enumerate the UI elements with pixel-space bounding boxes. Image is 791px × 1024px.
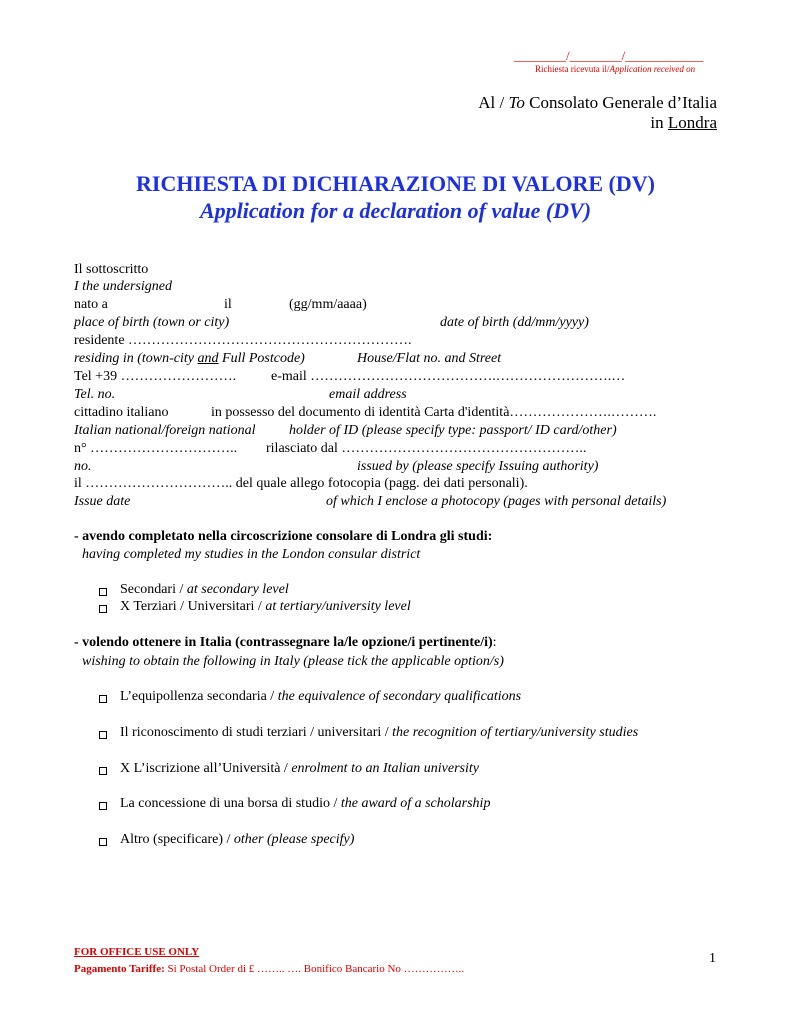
option-scholarship-it: La concessione di una borsa di studio / bbox=[120, 796, 341, 811]
studies-heading: - avendo completato nella circoscrizione consolare di Londra gli studi: bbox=[74, 529, 493, 544]
option-secondary bbox=[120, 582, 289, 598]
issued-by-label-en: issued by (please specify Issuing authority) bbox=[357, 459, 599, 474]
tertiary-checkbox[interactable] bbox=[99, 605, 107, 613]
obtain-heading-text: - volendo ottenere in Italia (contrassegnare la/le opzione/i pertinente/i) bbox=[74, 635, 493, 650]
citizenship-label: cittadino italiano bbox=[74, 405, 169, 420]
option-equivalence-it: L’equipollenza secondaria / bbox=[120, 689, 278, 704]
option-recognition bbox=[120, 725, 638, 741]
undersigned-label-en: I the undersigned bbox=[74, 279, 172, 294]
option-scholarship-en: the award of a scholarship bbox=[340, 796, 491, 811]
address-line-1 bbox=[478, 93, 717, 113]
option-recognition-it: Il riconoscimento di studi terziari / universitari / bbox=[120, 725, 393, 740]
enrolment-checkbox[interactable] bbox=[99, 767, 107, 775]
page-number: 1 bbox=[709, 951, 716, 966]
option-tertiary-it: X Terziari / Universitari / bbox=[120, 599, 266, 614]
fees-label: Pagamento Tariffe: bbox=[74, 963, 165, 975]
option-equivalence-en: the equivalence of secondary qualifications bbox=[277, 689, 522, 704]
option-other-it: Altro (specificare) / bbox=[120, 832, 234, 847]
birthdate-format: (gg/mm/aaaa) bbox=[289, 297, 367, 312]
equivalence-checkbox[interactable] bbox=[99, 695, 107, 703]
received-caption-it: Richiesta ricevuta il/ bbox=[535, 64, 610, 74]
option-other-en: other (please specify) bbox=[233, 832, 355, 847]
id-document-field[interactable]: in possesso del documento di identità Carta d'identità………………….………. bbox=[211, 405, 657, 420]
address-al: Al / bbox=[478, 93, 509, 112]
address-line-2 bbox=[650, 113, 717, 133]
address-in: in bbox=[650, 113, 668, 132]
received-caption-en: Application received on bbox=[609, 64, 696, 74]
received-date-line[interactable]: ________/________/____________ bbox=[514, 48, 704, 63]
issue-date-field[interactable]: il ………………………….. del quale allego fotocopia (pagg. dei dati personali). bbox=[74, 476, 528, 491]
recognition-checkbox[interactable] bbox=[99, 731, 107, 739]
issued-by-field[interactable]: rilasciato dal …………………………………………….. bbox=[266, 441, 587, 456]
received-caption bbox=[535, 64, 695, 74]
residence-en-part1: residing in (town-city bbox=[74, 351, 198, 366]
birthplace-label: nato a bbox=[74, 297, 108, 312]
birthplace-label-en: place of birth (town or city) bbox=[74, 315, 230, 330]
office-use-title: FOR OFFICE USE ONLY bbox=[74, 946, 200, 958]
email-label-en: email address bbox=[329, 387, 407, 402]
residence-field[interactable]: residente ……………………………………………………. bbox=[74, 333, 412, 348]
option-tertiary-en: at tertiary/university level bbox=[265, 599, 411, 614]
option-enrolment-en: enrolment to an Italian university bbox=[291, 761, 480, 776]
option-secondary-en: at secondary level bbox=[186, 582, 289, 597]
option-enrolment-it: X L’iscrizione all’Università / bbox=[120, 761, 292, 776]
option-scholarship bbox=[120, 796, 490, 812]
email-field[interactable]: e-mail ………………………………….…………………….… bbox=[271, 369, 626, 384]
birthdate-label-en: date of birth (dd/mm/yyyy) bbox=[440, 315, 589, 330]
page-title-en: Application for a declaration of value (DV) bbox=[199, 198, 592, 223]
telephone-field[interactable]: Tel +39 ……………………. bbox=[74, 369, 237, 384]
issue-date-label-en: Issue date bbox=[74, 494, 131, 509]
option-recognition-en: the recognition of tertiary/university studies bbox=[392, 725, 639, 740]
citizenship-label-en: Italian national/foreign national bbox=[74, 423, 256, 438]
option-secondary-it: Secondari / bbox=[120, 582, 187, 597]
residence-en-part2: Full Postcode) bbox=[218, 351, 305, 366]
birthdate-il-label: il bbox=[224, 297, 232, 312]
secondary-checkbox[interactable] bbox=[99, 588, 107, 596]
other-checkbox[interactable] bbox=[99, 838, 107, 846]
id-number-label-en: no. bbox=[74, 459, 92, 474]
fees-details: Si Postal Order di £ …….. …. Bonifico Bancario No …………….. bbox=[164, 963, 465, 975]
obtain-heading-en: wishing to obtain the following in Italy (please tick the applicable option/s) bbox=[82, 654, 504, 669]
undersigned-label: Il sottoscritto bbox=[74, 262, 149, 277]
option-tertiary bbox=[120, 599, 411, 615]
studies-heading-en: having completed my studies in the London consular district bbox=[82, 547, 421, 562]
house-label-en: House/Flat no. and Street bbox=[357, 351, 502, 366]
option-equivalence bbox=[120, 689, 521, 705]
telephone-label-en: Tel. no. bbox=[74, 387, 116, 402]
address-to: To bbox=[508, 93, 525, 112]
address-consulate: Consolato Generale d’Italia bbox=[524, 93, 717, 112]
page-title-it: RICHIESTA DI DICHIARAZIONE DI VALORE (DV) bbox=[136, 171, 655, 196]
option-enrolment bbox=[120, 761, 479, 777]
option-other bbox=[120, 832, 354, 848]
fees-line bbox=[74, 963, 464, 975]
residence-en-and: and bbox=[197, 351, 219, 366]
residence-label-en bbox=[74, 351, 305, 367]
scholarship-checkbox[interactable] bbox=[99, 802, 107, 810]
obtain-heading-colon: : bbox=[492, 635, 497, 650]
id-document-label-en: holder of ID (please specify type: passport/ ID card/other) bbox=[289, 423, 617, 438]
address-city: Londra bbox=[667, 113, 717, 132]
photocopy-label-en: of which I enclose a photocopy (pages with personal details) bbox=[326, 494, 667, 509]
obtain-heading bbox=[74, 635, 497, 651]
id-number-field[interactable]: n° ………………………….. bbox=[74, 441, 238, 456]
